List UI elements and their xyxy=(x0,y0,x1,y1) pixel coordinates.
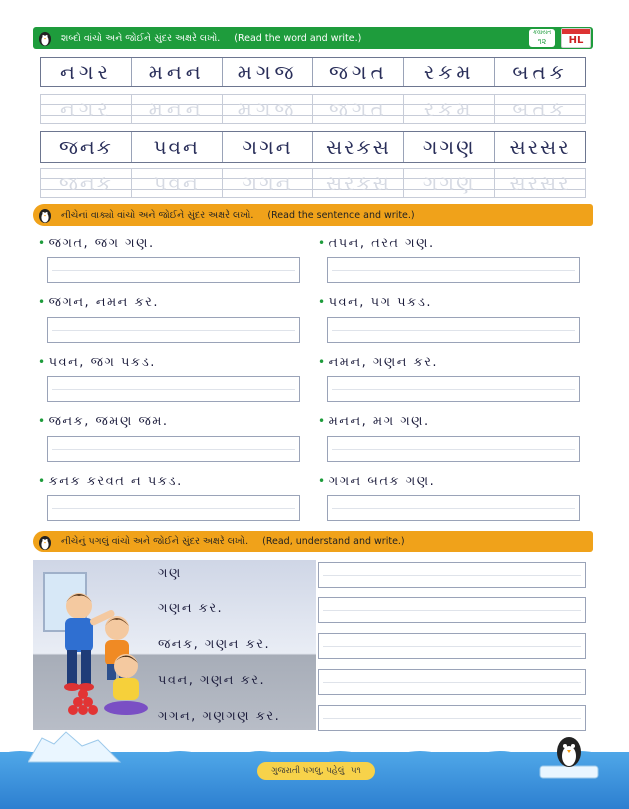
sentence-instruction-en: (Read the sentence and write.) xyxy=(267,209,415,221)
sentence-answer-right-2[interactable] xyxy=(327,317,580,343)
word-cell: પવન xyxy=(132,132,223,162)
footer-book-title: ગુજરાતી પગલુ, પહેલું xyxy=(271,766,345,776)
phrase-answer-4[interactable] xyxy=(318,669,586,695)
word-cell: મનન xyxy=(132,58,223,86)
trace-cell: બતક xyxy=(512,97,568,121)
footer-page-tag xyxy=(257,762,375,780)
word-row-2 xyxy=(40,131,586,163)
phrase-answer-3[interactable] xyxy=(318,633,586,659)
word-cell: મગજ xyxy=(223,58,314,86)
sentence-answer-right-5[interactable] xyxy=(327,495,580,521)
word-cell: ગગણ xyxy=(404,132,495,162)
sentence-right-2: • પવન, પગ પકડ. xyxy=(318,295,433,310)
word-cell: બતક xyxy=(512,60,568,84)
trace-cell: મનન xyxy=(132,95,223,123)
trace-cell: જગત xyxy=(313,95,404,123)
word-cell: નગર xyxy=(41,58,132,86)
trace-cell: મગજ xyxy=(223,95,314,123)
hl-house-icon xyxy=(561,28,591,48)
word-instruction-gu: શબ્દો વાંચો અને જોઈને સુંદર અક્ષરે લખો. xyxy=(61,32,221,44)
word-row-1 xyxy=(40,57,586,87)
sentence-left-1: • જગત, જગ ગણ. xyxy=(38,236,155,251)
phrase-5: ગગન, ગણગણ કર. xyxy=(158,709,281,724)
read-instruction-en: (Read, understand and write.) xyxy=(262,536,405,547)
phrase-1: ગણ xyxy=(158,566,182,581)
trace-cell: ગગન xyxy=(223,169,314,197)
sentence-left-2: • જગન, નમન કર. xyxy=(38,295,160,310)
trace-cell: જનક xyxy=(41,169,132,197)
sentence-answer-right-4[interactable] xyxy=(327,436,580,462)
sentence-right-5: • ગગન બતક ગણ. xyxy=(318,474,436,489)
footer-page-number: ૫૧ xyxy=(350,766,361,776)
penguin-icon xyxy=(36,533,54,551)
word-cell: સરકસ xyxy=(313,132,404,162)
sentence-answer-left-5[interactable] xyxy=(47,495,300,521)
word-cell: સરસર xyxy=(509,135,571,159)
phrase-3: જનક, ગણન કર. xyxy=(158,637,271,652)
sentence-section-header xyxy=(33,204,593,226)
phrase-4: પવન, ગણન કર. xyxy=(158,673,266,688)
word-trace-row-1[interactable] xyxy=(40,94,586,124)
phrase-answer-2[interactable] xyxy=(318,597,586,623)
read-understand-section-header xyxy=(33,531,593,552)
trace-cell: પવન xyxy=(132,169,223,197)
sentence-left-5: • કનક કરવત ન પકડ. xyxy=(38,474,183,489)
phrase-2: ગણન કર. xyxy=(158,601,224,616)
sentence-left-3: • પવન, જગ પકડ. xyxy=(38,355,156,370)
trace-cell: સરકસ xyxy=(313,169,404,197)
sentence-right-4: • મનન, મગ ગણ. xyxy=(318,414,430,429)
iceberg-left-icon xyxy=(28,730,128,764)
phrase-answer-5[interactable] xyxy=(318,705,586,731)
word-cell: જગત xyxy=(313,58,404,86)
penguin-icon xyxy=(36,29,54,47)
penguin-on-ice-icon xyxy=(538,732,600,780)
sentence-answer-right-1[interactable] xyxy=(327,257,580,283)
sentence-instruction-gu: નીચેનાં વાક્યો વાંચો અને જોઈને સુંદર અક્ષરે લખો. xyxy=(61,209,254,221)
trace-cell: ગગણ xyxy=(404,169,495,197)
phrase-answer-1[interactable] xyxy=(318,562,586,588)
penguin-icon xyxy=(36,206,54,224)
word-section-header xyxy=(33,27,593,49)
trace-cell: રકમ xyxy=(404,95,495,123)
sentence-answer-right-3[interactable] xyxy=(327,376,580,402)
exercise-badge xyxy=(529,29,555,47)
hl-label: HL xyxy=(568,35,584,46)
sentence-left-4: • જનક, જમણ જમ. xyxy=(38,414,169,429)
word-trace-row-2[interactable] xyxy=(40,168,586,198)
sentence-right-3: • નમન, ગણન કર. xyxy=(318,355,439,370)
sentence-answer-left-1[interactable] xyxy=(47,257,300,283)
exercise-badge-label: કવાયત xyxy=(532,29,552,36)
word-cell: જનક xyxy=(41,132,132,162)
word-instruction-en: (Read the word and write.) xyxy=(234,32,362,44)
word-cell: રકમ xyxy=(404,58,495,86)
trace-cell: સરસર xyxy=(509,171,571,195)
read-instruction-gu: નીચેનું પગલું વાંચો અને જોઈને સુંદર અક્ષરે લખો. xyxy=(61,536,249,547)
sentence-right-1: • તપન, તરત ગણ. xyxy=(318,236,435,251)
word-cell: ગગન xyxy=(223,132,314,162)
sentence-answer-left-3[interactable] xyxy=(47,376,300,402)
exercise-badge-number: ૧૨ xyxy=(537,37,547,46)
sentence-answer-left-2[interactable] xyxy=(47,317,300,343)
sentence-answer-left-4[interactable] xyxy=(47,436,300,462)
trace-cell: નગર xyxy=(41,95,132,123)
